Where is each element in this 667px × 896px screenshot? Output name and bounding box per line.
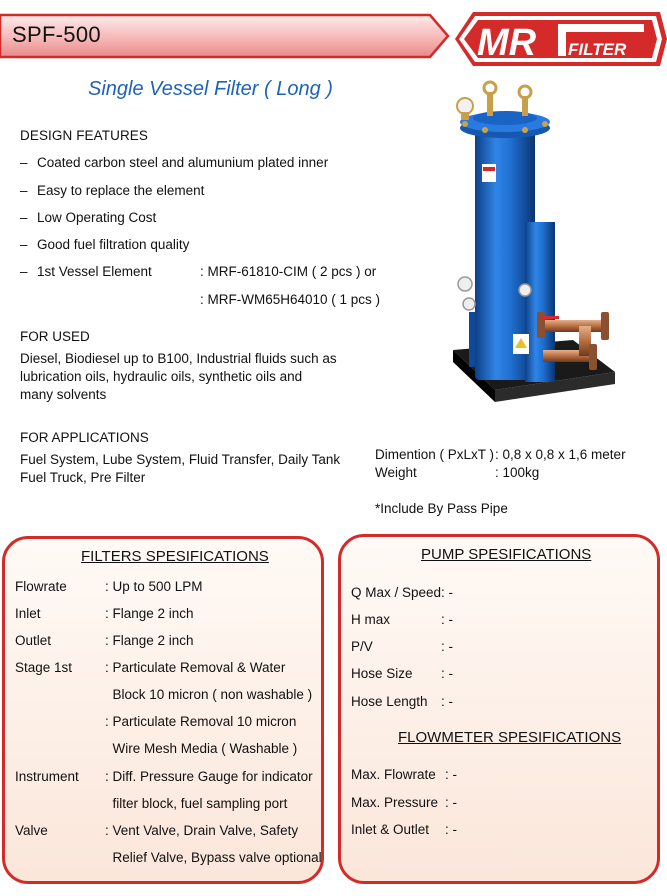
model-title: SPF-500: [12, 22, 101, 47]
spec-value: : Vent Valve, Drain Valve, Safety: [105, 823, 299, 838]
design-item: – Low Operating Cost: [20, 210, 157, 225]
flowmeter-spec-title: FLOWMETER SPESIFICATIONS: [398, 729, 622, 746]
flowmeter-label: Max. Pressure: [351, 795, 439, 810]
vessel-element-value: : MRF-61810-CIM ( 2 pcs ) or: [200, 264, 377, 279]
design-item: – Easy to replace the element: [20, 183, 205, 198]
product-subtitle: Single Vessel Filter ( Long ): [88, 78, 333, 100]
spec-label: Inlet: [15, 606, 41, 621]
pump-label: H max: [351, 612, 391, 627]
spec-value: filter block, fuel sampling port: [105, 796, 288, 811]
dimension-label: Dimention ( PxLxT ): [375, 447, 495, 462]
spec-value: : Flange 2 inch: [105, 633, 194, 648]
filters-spec-title: FILTERS SPESIFICATIONS: [81, 548, 269, 565]
flowmeter-value: : -: [445, 767, 457, 782]
flowmeter-value: : -: [445, 795, 457, 810]
for-used-title: FOR USED: [20, 329, 90, 344]
spec-label: Outlet: [15, 633, 52, 648]
for-applications-line: Fuel System, Lube System, Fluid Transfer, Daily Tank: [20, 452, 341, 467]
pump-value: : -: [441, 639, 453, 654]
spec-value: : Particulate Removal & Water: [105, 660, 286, 675]
spec-value: : Particulate Removal 10 micron: [105, 714, 297, 729]
for-used-line: many solvents: [20, 387, 107, 402]
for-applications-line: Fuel Truck, Pre Filter: [20, 470, 146, 485]
weight-value: : 100kg: [495, 465, 540, 480]
logo-filter-text: FILTER: [568, 40, 627, 59]
design-item: – Coated carbon steel and alumunium plated inner: [20, 155, 329, 170]
vessel-element-value: : MRF-WM65H64010 ( 1 pcs ): [200, 292, 381, 307]
spec-value: : Diff. Pressure Gauge for indicator: [105, 769, 313, 784]
spec-value: : Flange 2 inch: [105, 606, 194, 621]
spec-label: Instrument: [15, 769, 79, 784]
design-features-title: DESIGN FEATURES: [20, 128, 149, 143]
pump-label: P/V: [351, 639, 373, 654]
spec-label: Stage 1st: [15, 660, 73, 675]
spec-value: Block 10 micron ( non washable ): [105, 687, 313, 702]
spec-value: Relief Valve, Bypass valve optional: [105, 850, 322, 865]
for-used-line: Diesel, Biodiesel up to B100, Industrial fluids such as: [20, 351, 337, 366]
filters-spec-panel: [2, 536, 324, 884]
pump-value: : -: [441, 612, 453, 627]
logo-mr-text: MR: [477, 22, 537, 64]
pump-value: : -: [441, 585, 453, 600]
for-used-line: lubrication oils, hydraulic oils, synthetic oils and: [20, 369, 303, 384]
pump-spec-panel: [338, 534, 660, 884]
pump-label: Q Max / Speed: [351, 585, 442, 600]
spec-value: Wire Mesh Media ( Washable ): [105, 741, 298, 756]
bypass-note: *Include By Pass Pipe: [375, 501, 508, 516]
pump-value: : -: [441, 694, 453, 709]
weight-label: Weight: [375, 465, 417, 480]
pump-value: : -: [441, 666, 453, 681]
mr-filter-logo: [455, 10, 667, 68]
pump-label: Hose Length: [351, 694, 428, 709]
spec-label: Valve: [15, 823, 48, 838]
spec-label: Flowrate: [15, 579, 67, 594]
for-applications-title: FOR APPLICATIONS: [20, 430, 149, 445]
spec-value: : Up to 500 LPM: [105, 579, 203, 594]
vessel-filter-image: [425, 72, 625, 432]
flowmeter-label: Inlet & Outlet: [351, 822, 430, 837]
vessel-element-label: – 1st Vessel Element: [20, 264, 152, 279]
design-item: – Good fuel filtration quality: [20, 237, 190, 252]
dimension-value: : 0,8 x 0,8 x 1,6 meter: [495, 447, 626, 462]
flowmeter-value: : -: [445, 822, 457, 837]
pump-spec-title: PUMP SPESIFICATIONS: [421, 546, 592, 563]
pump-label: Hose Size: [351, 666, 413, 681]
flowmeter-label: Max. Flowrate: [351, 767, 436, 782]
